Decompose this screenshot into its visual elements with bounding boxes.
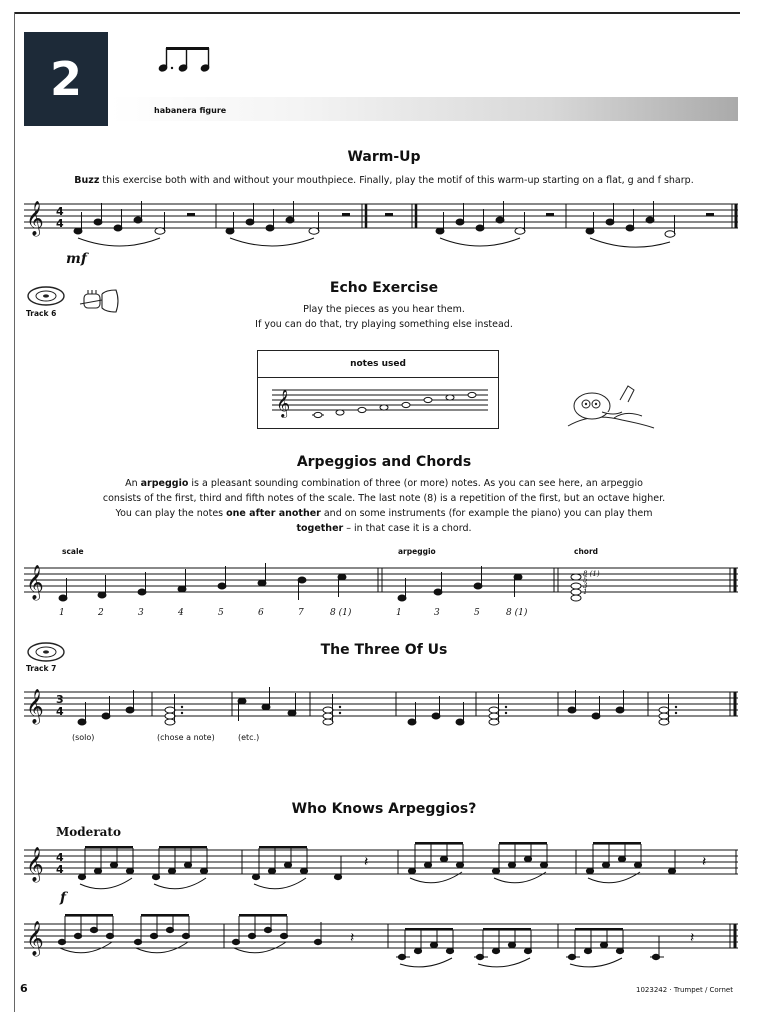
solo-label: (solo) — [72, 733, 95, 742]
arpeggio-degree: 5 — [474, 608, 480, 618]
arpeggios-text-a: An — [125, 478, 141, 489]
who-knows-dynamic: f — [60, 890, 67, 906]
echo-line-2: If you can do that, try playing something else instead. — [255, 319, 513, 330]
arpeggio-degree: 3 — [434, 608, 440, 618]
arpeggios-text-c: is a pleasant sounding combination of three (or more) notes. As you can see here, an arpeggio — [188, 478, 643, 489]
svg-text:𝄽: 𝄽 — [702, 854, 707, 870]
three-of-us-staff — [20, 680, 740, 736]
top-rule — [14, 12, 740, 14]
svg-text:3: 3 — [56, 693, 64, 706]
chord-degree: 1 — [583, 588, 588, 596]
svg-text:𝄽: 𝄽 — [364, 854, 369, 870]
etc-label: (etc.) — [238, 733, 260, 742]
lesson-number: 2 — [49, 52, 82, 106]
arpeggios-text-bold-together: together — [296, 523, 344, 534]
arpeggios-text-f: – in that case it is a chord. — [343, 523, 472, 534]
chord-degree: 3 — [583, 582, 588, 590]
chord-label: chord — [574, 547, 599, 556]
svg-text:4: 4 — [56, 205, 64, 218]
warmup-instruction-text: this exercise both with and without your mouthpiece. Finally, play the motif of this warm-up starting on a flat, g and f sharp. — [99, 175, 694, 186]
scale-degree: 5 — [218, 608, 224, 618]
arpeggio-label: arpeggio — [398, 547, 436, 556]
svg-text:4: 4 — [56, 217, 64, 230]
arpeggio-degree: 1 — [396, 608, 402, 618]
who-knows-staff-2 — [20, 910, 740, 972]
scale-degree: 3 — [138, 608, 144, 618]
warmup-dynamic: mf — [66, 251, 87, 267]
scale-degree: 4 — [178, 608, 184, 618]
svg-text:4: 4 — [56, 705, 64, 718]
lesson-number-box — [24, 32, 108, 126]
notes-used-label: notes used — [258, 351, 498, 378]
arpeggios-text-d: You can play the notes — [115, 508, 227, 519]
echo-track-label: Track 6 — [26, 309, 57, 318]
chord-degree: 5 — [583, 576, 588, 584]
svg-text:𝄞: 𝄞 — [276, 389, 291, 417]
degree-row — [0, 608, 768, 622]
arpeggios-title: Arpeggios and Chords — [296, 454, 472, 470]
svg-text:4: 4 — [56, 863, 64, 876]
cartoon-character-illustration — [562, 382, 658, 432]
svg-text:𝄞: 𝄞 — [26, 921, 44, 956]
warmup-instruction — [20, 173, 748, 188]
svg-text:𝄽: 𝄽 — [350, 930, 355, 946]
scale-degree: 1 — [59, 608, 65, 618]
svg-text:𝄞: 𝄞 — [26, 689, 44, 724]
page-number: 6 — [20, 982, 28, 995]
chord-degree-stack — [583, 571, 600, 595]
svg-text:𝄞: 𝄞 — [26, 847, 44, 882]
arpeggios-text-e: and on some instruments (for example the piano) you can play them — [320, 508, 653, 519]
catalog-number: 1023242 · Trumpet / Cornet — [636, 986, 733, 994]
svg-text:𝄞: 𝄞 — [26, 565, 44, 600]
figure-label: habanera figure — [154, 106, 227, 115]
warmup-staff — [20, 190, 740, 270]
chord-degree: 8 (1) — [583, 570, 600, 578]
chose-note-label: (chose a note) — [157, 733, 215, 742]
scale-degree: 8 (1) — [330, 608, 352, 618]
three-of-us-track-label: Track 7 — [26, 664, 57, 673]
warmup-title: Warm-Up — [347, 149, 421, 165]
svg-text:𝄞: 𝄞 — [26, 201, 44, 236]
scale-degree: 2 — [98, 608, 104, 618]
notes-used-staff — [258, 378, 498, 428]
arpeggios-text-bold-sequence: one after another — [226, 508, 321, 519]
arpeggios-paragraph-line-4 — [20, 521, 748, 536]
who-knows-title: Who Knows Arpeggios? — [291, 801, 477, 817]
arpeggios-paragraph-line-3 — [20, 506, 748, 521]
echo-title: Echo Exercise — [329, 280, 439, 296]
svg-text:4: 4 — [56, 851, 64, 864]
arpeggio-degree: 8 (1) — [506, 608, 528, 618]
scale-degree: 7 — [298, 608, 304, 618]
warmup-instruction-bold: Buzz — [74, 175, 100, 186]
echo-line-1: Play the pieces as you hear them. — [303, 304, 465, 315]
scale-label: scale — [62, 547, 84, 556]
notes-used-box — [257, 350, 499, 429]
arpeggios-paragraph-line-2: consists of the first, third and fifth notes of the scale. The last note (8) is a repetition of the first, but an octave higher. — [102, 493, 666, 504]
arpeggios-text-bold-arpeggio: arpeggio — [140, 478, 189, 489]
scale-degree: 6 — [258, 608, 264, 618]
arpeggios-paragraph-line-1 — [20, 476, 748, 491]
habanera-rhythm-icon — [155, 42, 217, 76]
three-of-us-title: The Three Of Us — [320, 642, 448, 658]
who-knows-staff-1 — [20, 836, 740, 900]
tempo-marking: Moderato — [56, 825, 121, 839]
svg-text:𝄽: 𝄽 — [690, 930, 695, 946]
